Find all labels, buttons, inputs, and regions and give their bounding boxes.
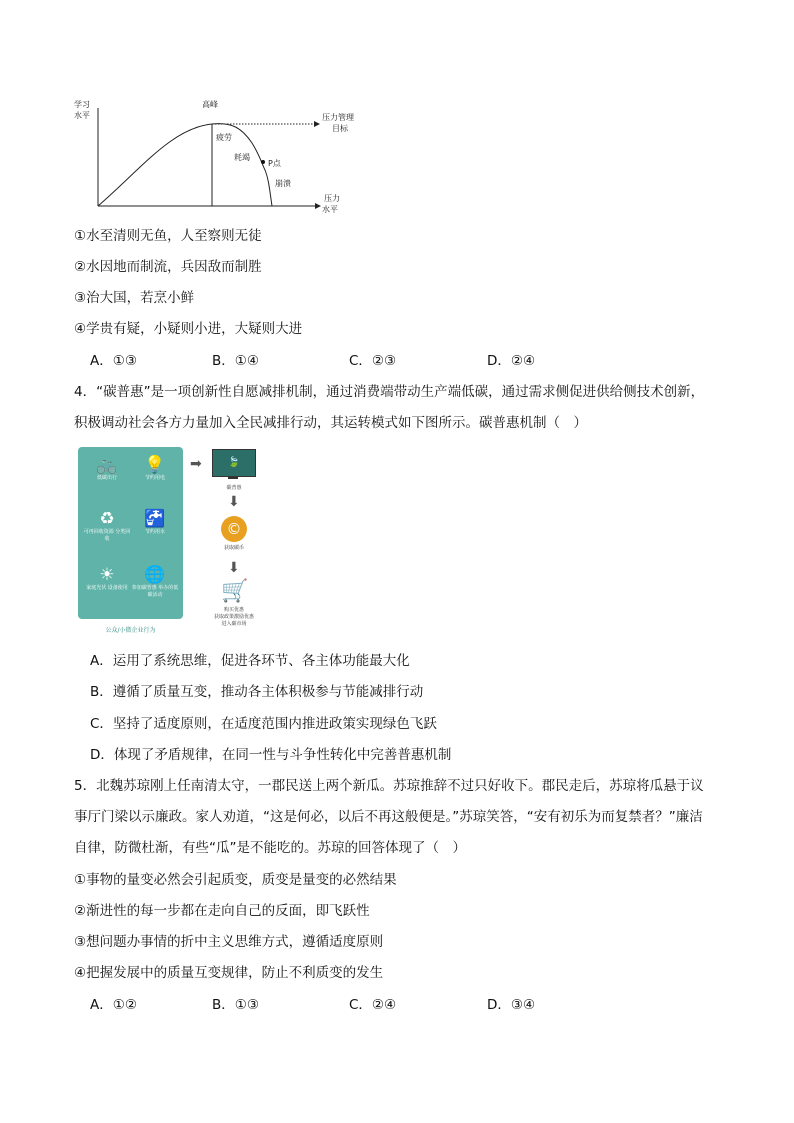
stress-learning-chart: [72, 98, 372, 216]
q5-item-1: ①事物的量变必然会引起质变，质变是量变的必然结果: [74, 872, 397, 888]
recycle-bin-icon: ♻: [99, 509, 115, 529]
q5-item-3: ③想问题办事情的折中主义思维方式，遵循适度原则: [74, 934, 384, 950]
globe-hands-icon: 🌐: [144, 565, 166, 585]
q5-option-a[interactable]: A．①②: [90, 997, 137, 1013]
fatigue-label: 疲劳: [216, 133, 232, 142]
y-axis-label-2: 水平: [74, 111, 90, 120]
q3-item-2: ②水因地而制流，兵因敌而制胜: [74, 259, 262, 275]
down-arrow-icon: ⬇: [228, 560, 240, 576]
q5-stem-line-3: 自律，防微杜渐，有些“瓜”是不能吃的。苏琼的回答体现了（ ）: [74, 840, 466, 856]
q3-option-b[interactable]: B．①④: [212, 353, 259, 369]
q5-item-2: ②渐进性的每一步都在走向自己的反面，即飞跃性: [74, 903, 370, 919]
q4-option-d[interactable]: D．体现了矛盾规律，在同一性与斗争性转化中完善普惠机制: [90, 747, 452, 763]
q3-option-d[interactable]: D．②④: [487, 353, 536, 369]
q4-option-a[interactable]: A．运用了系统思维，促进各环节、各主体功能最大化: [90, 653, 410, 669]
x-axis-label-1: 压力: [324, 194, 340, 203]
activity-solar: [82, 565, 132, 592]
q3-option-c[interactable]: C．②③: [349, 353, 397, 369]
q4-stem-line-1: 4．“碳普惠”是一项创新性自愿减排机制，通过消费端带动生产端低碳，通过需求侧促进供给侧技术创新，: [74, 384, 705, 400]
stress-curve: [98, 124, 272, 206]
public-behavior-panel: [78, 447, 183, 619]
y-axis-label-1: 学习: [74, 100, 90, 109]
q3-item-1: ①水至清则无鱼，人至察则无徒: [74, 228, 262, 244]
collapse-label: 崩溃: [275, 179, 291, 188]
target-label-2: 目标: [332, 124, 348, 133]
bicycle-icon: 🚲: [96, 455, 118, 475]
x-axis-label-2: 水平: [322, 205, 338, 214]
panel-caption: 公众/小微企业行为: [105, 627, 156, 634]
q4-option-c[interactable]: C．坚持了适度原则，在适度范围内推进政策实现绿色飞跃: [90, 716, 437, 732]
activity-label: 可再回收资源 分类回收: [83, 529, 131, 542]
activity-label: 家庭光伏 设备使用: [86, 585, 128, 591]
q5-option-b[interactable]: B．①③: [212, 997, 259, 1013]
activity-low-carbon-event: [130, 565, 180, 599]
lightbulb-icon: 💡: [144, 455, 166, 475]
monitor-stand: [228, 476, 238, 479]
carbon-coin-icon: ©: [221, 516, 247, 542]
p-point-marker: [261, 160, 265, 164]
q5-item-4: ④把握发展中的质量互变规律，防止不利质变的发生: [74, 965, 384, 981]
monitor-icon: [212, 449, 256, 477]
step-1-label: 碳普惠: [226, 485, 242, 491]
target-arrow: [314, 121, 320, 127]
activity-label: 参加碳普惠 举办的低碳活动: [131, 585, 179, 598]
activity-label: 节约用电: [144, 475, 165, 481]
q5-stem-line-1: 5．北魏苏琼刚上任南清太守，一郡民送上两个新瓜。苏琼推辞不过只好收下。郡民走后，苏琼将瓜悬于议: [74, 778, 704, 794]
solar-bulb-icon: ☀: [99, 565, 115, 585]
p-point-label: P点: [268, 159, 281, 168]
activity-save-water: [130, 509, 180, 536]
carbon-inclusive-diagram: [78, 447, 258, 642]
q5-option-c[interactable]: C．②④: [349, 997, 397, 1013]
q4-option-b[interactable]: B．遵循了质量互变，推动各主体积极参与节能减排行动: [90, 684, 424, 700]
shopping-cart-icon: 🛒: [221, 579, 249, 604]
activity-recycling: [82, 509, 132, 543]
exhaustion-label: 耗竭: [234, 153, 250, 162]
activity-label: 低碳出行: [96, 475, 117, 481]
target-label-1: 压力管理: [322, 113, 354, 122]
q3-option-a[interactable]: A．①③: [90, 353, 137, 369]
activity-save-electricity: [130, 455, 180, 482]
step-2-label: 获取碳币: [223, 545, 244, 551]
q3-item-4: ④学贵有疑，小疑则小进，大疑则大进: [74, 321, 303, 337]
down-arrow-icon: ⬇: [228, 494, 240, 510]
leaf-icon: 🍃: [227, 457, 241, 468]
peak-label: 高峰: [202, 100, 218, 109]
x-axis-arrow: [315, 203, 321, 209]
q4-stem-line-2: 积极调动社会各方力量加入全民减排行动，其运转模式如下图所示。碳普惠机制（ ）: [74, 415, 587, 431]
q5-option-d[interactable]: D．③④: [487, 997, 536, 1013]
activity-low-carbon-travel: [82, 455, 132, 482]
q3-item-3: ③治大国，若烹小鲜: [74, 290, 195, 306]
right-arrow-icon: ➡: [190, 456, 202, 472]
faucet-icon: 🚰: [144, 509, 166, 529]
activity-label: 节约用水: [144, 529, 165, 535]
q5-stem-line-2: 事厅门梁以示廉政。家人劝道，“这是何必，以后不再这般便是。”苏琼笑答，“安有初乐为而复禁者？”廉洁: [74, 809, 703, 825]
step-3-label: 购买优惠 获取政策激励优惠 进入碳市场: [213, 607, 254, 627]
